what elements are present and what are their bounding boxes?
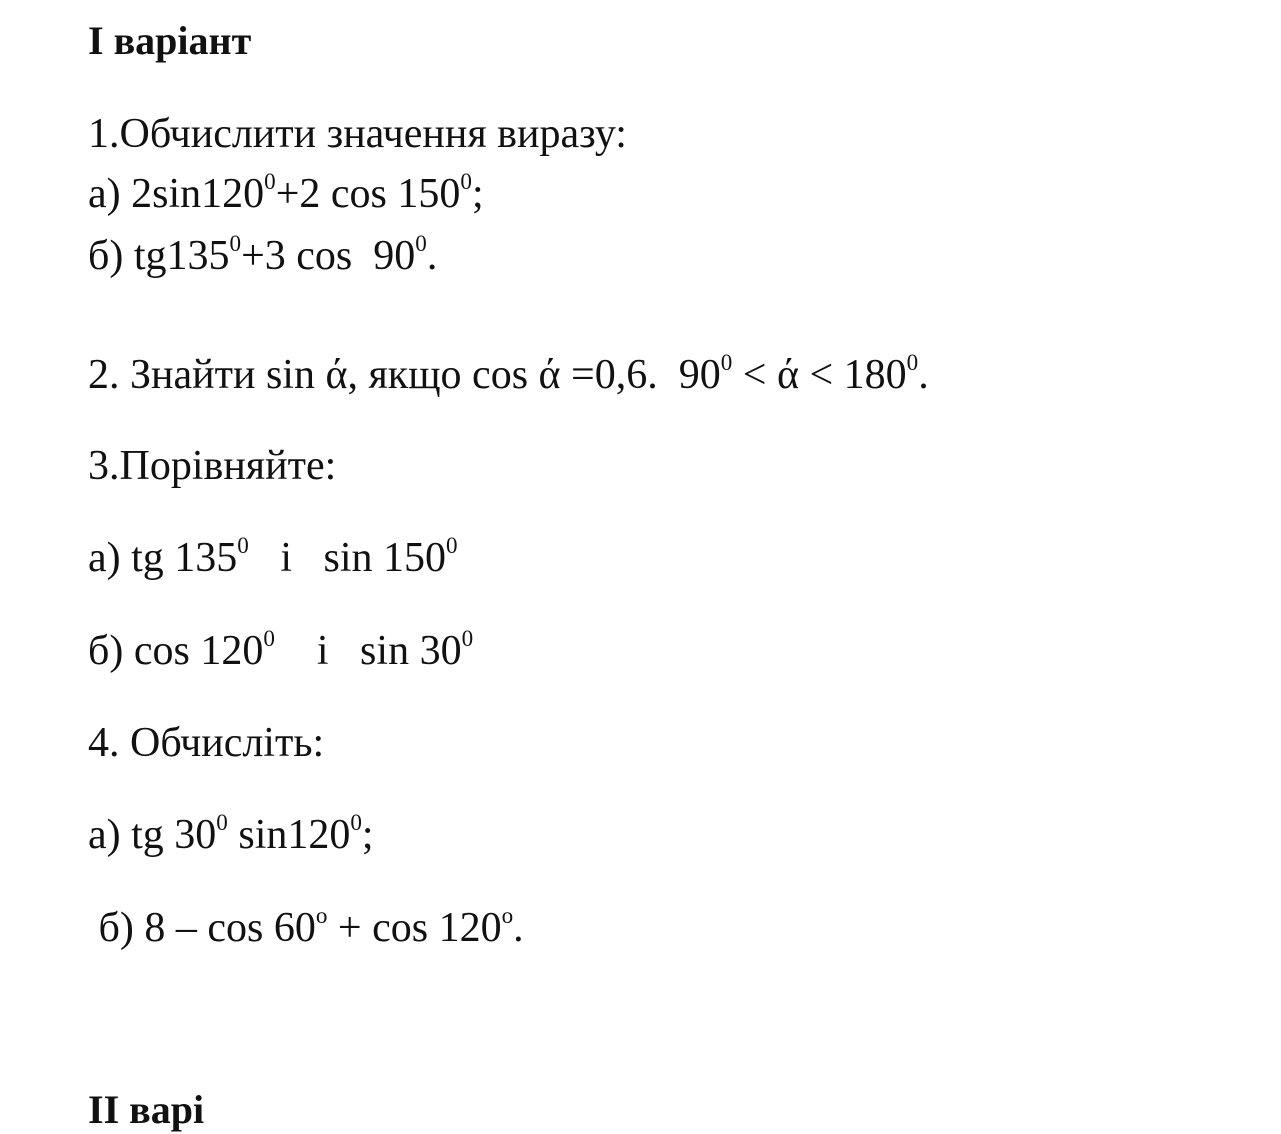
task3-item-b: б) $\cos 120^0$ і $\sin 30^0$ xyxy=(88,624,474,674)
variant-title: І варіант xyxy=(88,18,252,63)
task2-statement: 2. Знайти sin ά, якщо cos ά =0,6. $90^0 < ά < 180^0$. xyxy=(88,348,929,398)
task3-heading: 3.Порівняйте: xyxy=(88,443,337,489)
task4-item-b: б) $8 - \cos 60^о + \cos 120^о$. xyxy=(88,901,524,951)
task4-heading: 4. Обчисліть: xyxy=(88,720,325,766)
task1-item-b: б) $tg135^0+3$ $\cos 90^0$. xyxy=(88,229,438,279)
next-variant-heading-partial: ІІ варі xyxy=(88,1087,205,1132)
task4-item-a: а) tg $30^0$ $\sin 120^0$; xyxy=(88,808,374,858)
task1-item-a: а) $2\sin 120^0+2$ $\cos 150^0$; xyxy=(88,167,484,217)
task1-heading: 1.Обчислити значення виразу: xyxy=(88,111,627,157)
task3-item-a: а) tg $135^0$ і $\sin 150^0$ xyxy=(88,531,458,581)
